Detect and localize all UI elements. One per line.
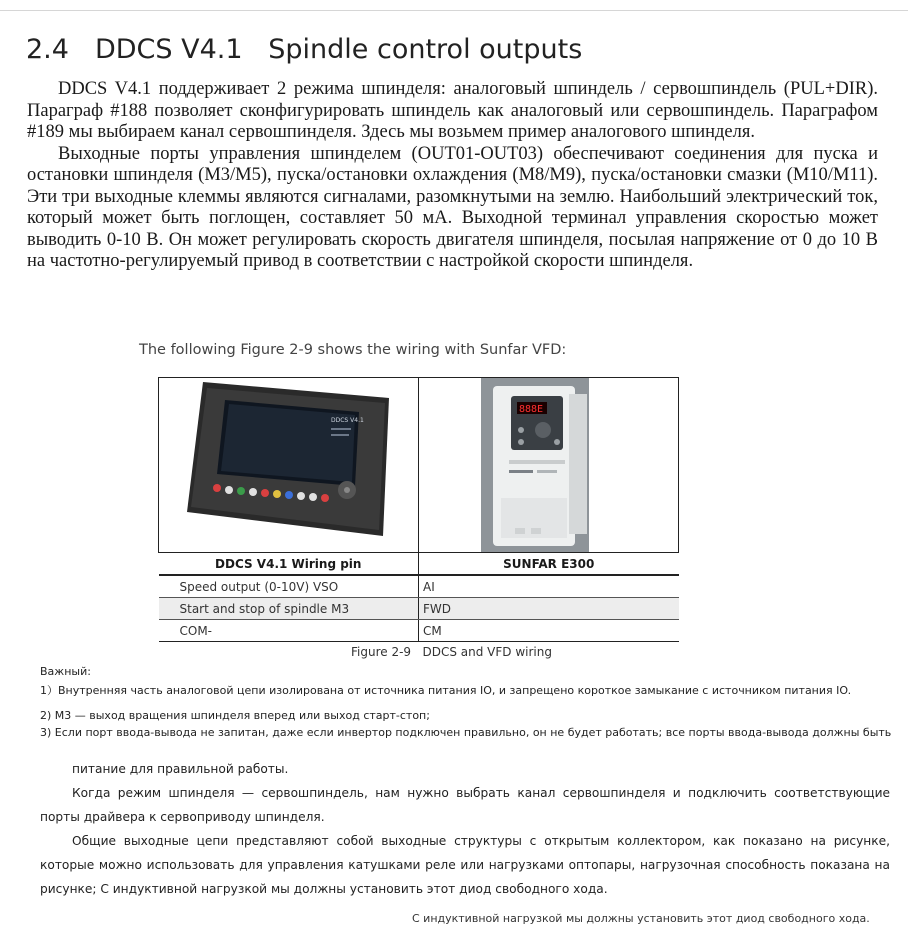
figure-caption: Figure 2-9 DDCS and VFD wiring <box>351 645 552 659</box>
sunfar-vfd-image <box>419 378 678 552</box>
header-ddcs: DDCS V4.1 Wiring pin <box>159 553 419 576</box>
table-header-row <box>159 553 679 576</box>
important-note-1: 1）Внутренняя часть аналоговой цепи изолирована от источника питания IO, и запрещено короткое замыкание с источником питания IO. <box>40 684 852 697</box>
lower-paragraph-2: Когда режим шпинделя — сервошпиндель, нам нужно выбрать канал сервошпинделя и подключить соответствующие порты драйвера к сервоприводу шпинделя. <box>40 786 890 824</box>
important-note-2: 2) M3 — выход вращения шпинделя вперед или выход старт-стоп; <box>40 709 430 722</box>
vfd-image-cell <box>419 378 679 553</box>
section-number: 2.4 <box>26 34 69 65</box>
lower-body-text <box>40 757 890 901</box>
figure-intro-text: The following Figure 2-9 shows the wiring with Sunfar VFD: <box>139 342 567 358</box>
section-heading <box>26 34 582 65</box>
cell-start-stop: Start and stop of spindle M3 <box>159 598 419 620</box>
section-title: DDCS V4.1 Spindle control outputs <box>94 34 583 65</box>
controller-screen-label: DDCS V4.1 <box>331 417 364 424</box>
vfd-display-readout: 888E <box>519 404 544 415</box>
important-note-3: 3) Если порт ввода-вывода не запитан, даже если инвертор подключен правильно, он не будет работать; все порты ввода-вывода должны быть <box>40 726 892 739</box>
cell-com: COM- <box>159 620 419 642</box>
ru-paragraph-2: Выходные порты управления шпинделем (OUT01-OUT03) обеспечивают соединения для пуска и остановки шпинделя (M3/M5), пуска/остановки охлаждения (M8/M9), пуска/остановки смазки (M10/M11). Эти три выходные клеммы являются сигналами, разомкнутыми на землю. Наибольший электрический ток, который может быть поглощен, составляет 50 мА. Выходной терминал управления скоростью может выводить 0-10 В. Он может регулировать скорость двигателя шпинделя, посылая напряжение от 0 до 10 В на частотно-регулируемый привод в соответствии с настройкой скорости шпинделя. <box>27 143 878 271</box>
cutoff-line: С индуктивной нагрузкой мы должны установить этот диод свободного хода. <box>412 912 870 925</box>
cell-cm: CM <box>419 620 679 642</box>
cell-ai: AI <box>419 575 679 598</box>
wiring-table <box>158 377 679 642</box>
table-row <box>159 620 679 642</box>
page-top-rule <box>0 10 908 11</box>
controller-image-cell <box>159 378 419 553</box>
cell-speed-output: Speed output (0-10V) VSO <box>159 575 419 598</box>
table-row <box>159 575 679 598</box>
lower-paragraph-1: питание для правильной работы. <box>72 762 289 776</box>
ddcs-controller-image <box>159 378 418 552</box>
cell-fwd: FWD <box>419 598 679 620</box>
russian-body-text <box>27 79 878 273</box>
ru-paragraph-1: DDCS V4.1 поддерживает 2 режима шпинделя: аналоговый шпиндель / сервошпиндель (PUL+DIR). Параграф #188 позволяет сконфигурировать шпиндель как аналоговый или сервошпиндель. Параграфом #189 мы выбираем канал сервошпинделя. Здесь мы возьмем пример аналогового шпинделя. <box>27 79 878 142</box>
important-label: Важный: <box>40 665 91 678</box>
header-sunfar: SUNFAR E300 <box>419 553 679 576</box>
table-row <box>159 598 679 620</box>
lower-paragraph-3: Общие выходные цепи представляют собой выходные структуры с открытым коллектором, как показано на рисунке, которые можно использовать для управления катушками реле или нагрузками оптопары, нагрузочная способность показана на рисунке; С индуктивной нагрузкой мы должны установить этот диод свободного хода. <box>40 834 890 896</box>
